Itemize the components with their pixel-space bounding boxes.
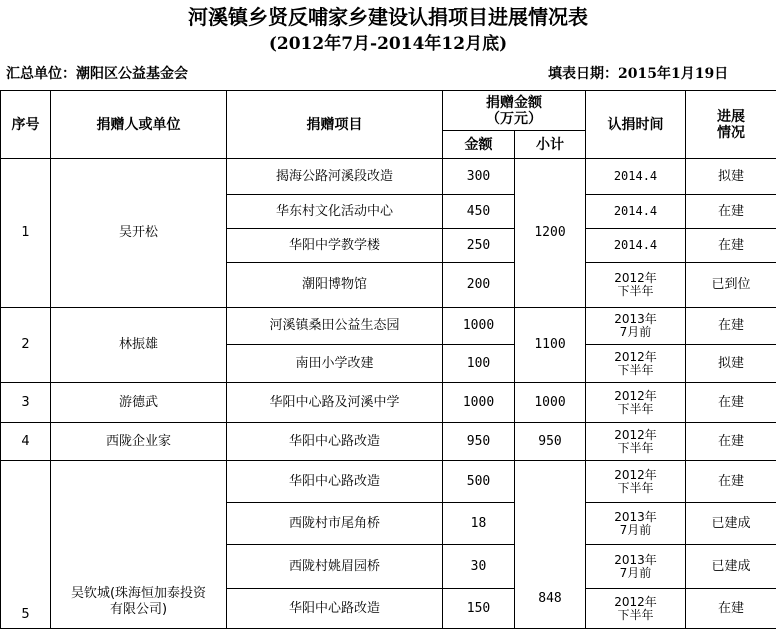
time-cell: 2012年 下半年 [586, 589, 686, 629]
col-seq: 序号 [1, 91, 51, 159]
status-cell: 在建 [686, 195, 776, 229]
col-subtotal: 小计 [515, 131, 586, 159]
status-cell: 拟建 [686, 345, 776, 383]
time-cell: 2012年 下半年 [586, 423, 686, 461]
status-cell: 在建 [686, 461, 776, 503]
project-cell: 华阳中心路及河溪中学 [227, 383, 443, 423]
seq-cell: 1 [1, 159, 51, 308]
amount-cell: 1000 [443, 383, 515, 423]
amount-cell: 950 [443, 423, 515, 461]
col-donor: 捐赠人或单位 [51, 91, 227, 159]
project-cell: 西陇村姚眉园桥 [227, 545, 443, 589]
donor-cell: 吴开松 [51, 159, 227, 308]
time-cell: 2012年 下半年 [586, 263, 686, 308]
seq-cell: 5 [1, 461, 51, 629]
donor-cell: 吴钦城(珠海恒加泰投资 有限公司) [51, 461, 227, 629]
col-amount-group: 捐赠金额 （万元） [443, 91, 586, 131]
col-status: 进展 情况 [686, 91, 776, 159]
subtotal-cell: 848 [515, 461, 586, 629]
table-row [1, 423, 776, 461]
time-cell: 2013年 7月前 [586, 545, 686, 589]
subtotal-cell: 1100 [515, 308, 586, 383]
status-cell: 在建 [686, 589, 776, 629]
project-cell: 南田小学改建 [227, 345, 443, 383]
status-cell: 在建 [686, 383, 776, 423]
time-cell: 2012年 下半年 [586, 383, 686, 423]
project-cell: 华阳中心路改造 [227, 589, 443, 629]
amount-cell: 30 [443, 545, 515, 589]
subtotal-cell: 950 [515, 423, 586, 461]
status-cell: 在建 [686, 229, 776, 263]
table-row [1, 308, 776, 345]
time-cell: 2014.4 [586, 159, 686, 195]
time-cell: 2014.4 [586, 195, 686, 229]
project-cell: 揭海公路河溪段改造 [227, 159, 443, 195]
status-cell: 在建 [686, 423, 776, 461]
subtotal-cell: 1000 [515, 383, 586, 423]
status-cell: 拟建 [686, 159, 776, 195]
page-subtitle: (2012年7月-2014年12月底) [0, 32, 776, 56]
amount-cell: 100 [443, 345, 515, 383]
project-cell: 华阳中心路改造 [227, 423, 443, 461]
col-project: 捐赠项目 [227, 91, 443, 159]
project-cell: 河溪镇桑田公益生态园 [227, 308, 443, 345]
table-row [1, 461, 776, 503]
amount-cell: 18 [443, 503, 515, 545]
time-cell: 2012年 下半年 [586, 345, 686, 383]
seq-cell: 2 [1, 308, 51, 383]
status-cell: 已建成 [686, 545, 776, 589]
seq-cell: 4 [1, 423, 51, 461]
org-label: 汇总单位：潮阳区公益基金会 [6, 64, 188, 84]
project-cell: 西陇村市尾角桥 [227, 503, 443, 545]
donor-cell: 林振雄 [51, 308, 227, 383]
project-cell: 潮阳博物馆 [227, 263, 443, 308]
amount-cell: 1000 [443, 308, 515, 345]
project-cell: 华阳中心路改造 [227, 461, 443, 503]
col-time: 认捐时间 [586, 91, 686, 159]
time-cell: 2012年 下半年 [586, 461, 686, 503]
page-title: 河溪镇乡贤反哺家乡建设认捐项目进展情况表 [0, 4, 776, 30]
table-row [1, 383, 776, 423]
date-label: 填表日期：2015年1月19日 [548, 64, 728, 84]
seq-cell: 3 [1, 383, 51, 423]
donor-cell: 游德武 [51, 383, 227, 423]
amount-cell: 150 [443, 589, 515, 629]
time-cell: 2013年 7月前 [586, 503, 686, 545]
time-cell: 2014.4 [586, 229, 686, 263]
amount-cell: 300 [443, 159, 515, 195]
project-cell: 华阳中学教学楼 [227, 229, 443, 263]
amount-cell: 250 [443, 229, 515, 263]
status-cell: 已到位 [686, 263, 776, 308]
amount-cell: 500 [443, 461, 515, 503]
donor-cell: 西陇企业家 [51, 423, 227, 461]
col-amount: 金额 [443, 131, 515, 159]
amount-cell: 450 [443, 195, 515, 229]
amount-cell: 200 [443, 263, 515, 308]
time-cell: 2013年 7月前 [586, 308, 686, 345]
project-cell: 华东村文化活动中心 [227, 195, 443, 229]
status-cell: 已建成 [686, 503, 776, 545]
subtotal-cell: 1200 [515, 159, 586, 308]
status-cell: 在建 [686, 308, 776, 345]
table-row [1, 159, 776, 195]
donation-table [0, 90, 776, 629]
